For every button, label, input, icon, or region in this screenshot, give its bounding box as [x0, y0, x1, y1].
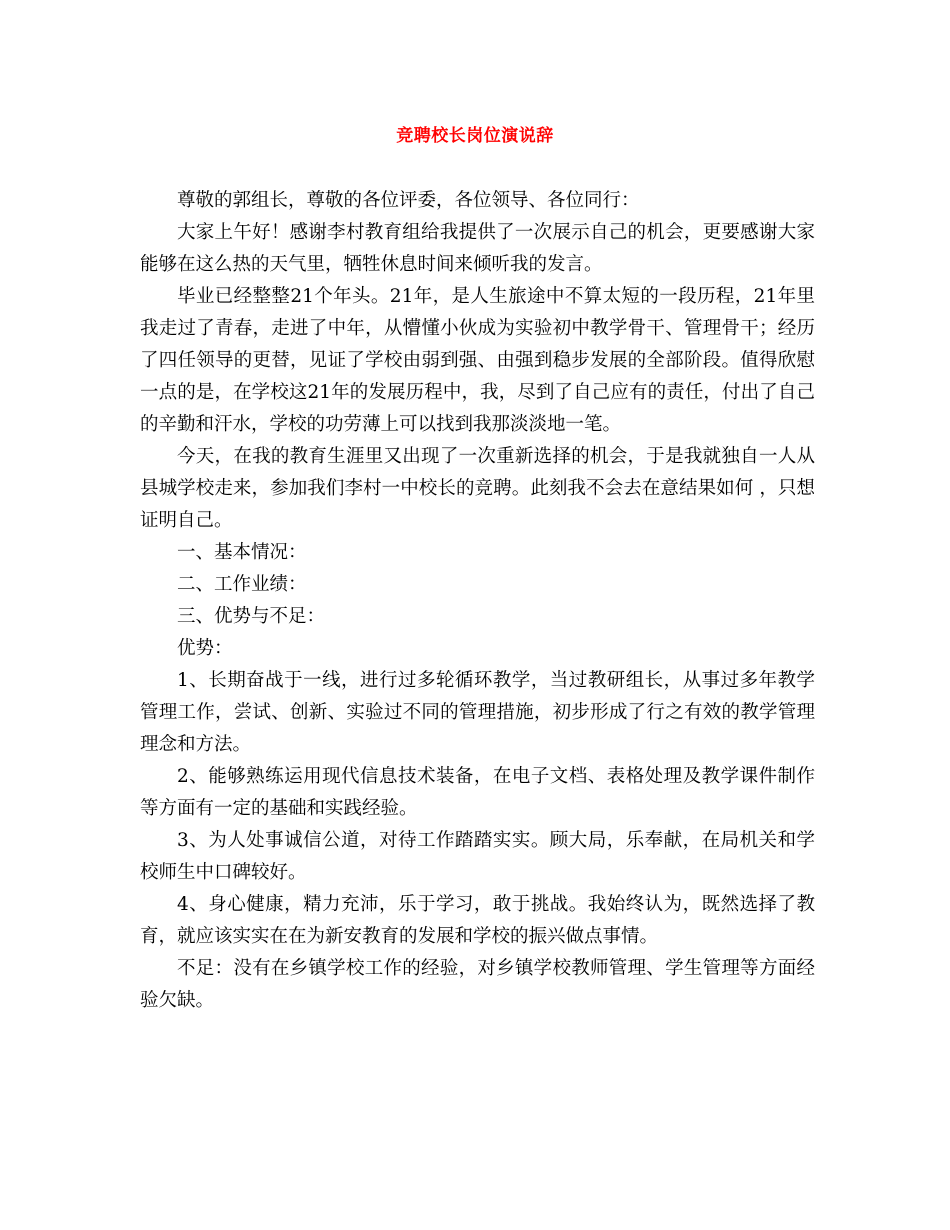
document-title: 竞聘校长岗位演说辞: [396, 126, 554, 146]
heading-achievements: 二、工作业绩：: [177, 574, 307, 595]
strength-item-3: 3、为人处事诚信公道，对待工作踏踏实实。顾大局，乐奉献，在局机关和学校师生中口碑较好。: [140, 830, 815, 883]
paragraph-salutation: 尊敬的郭组长，尊敬的各位评委，各位领导、各位同行：: [177, 190, 640, 211]
strength-item-1: 1、长期奋战于一线，进行过多轮循环教学，当过教研组长，从事过多年教学管理工作，尝试、创新、实验过不同的管理措施，初步形成了行之有效的教学管理理念和方法。: [140, 670, 815, 755]
heading-strengths-weaknesses: 三、优势与不足：: [177, 606, 326, 627]
paragraph-greeting: 大家上午好！感谢李村教育组给我提供了一次展示自己的机会，更要感谢大家能够在这么热的天气里，牺牲休息时间来倾听我的发言。: [140, 222, 815, 275]
strength-item-2: 2、能够熟练运用现代信息技术装备，在电子文档、表格处理及教学课件制作等方面有一定的基础和实践经验。: [140, 766, 815, 819]
document-body: [140, 185, 815, 1017]
heading-basic-info: 一、基本情况：: [177, 542, 307, 563]
heading-strengths: 优势：: [177, 638, 233, 659]
paragraph-career: 毕业已经整整21个年头。21年，是人生旅途中不算太短的一段历程，21年里我走过了青春，走进了中年，从懵懂小伙成为实验初中教学骨干、管理骨干；经历了四任领导的更替，见证了学校由弱到强、由强到稳步发展的全部阶段。值得欣慰一点的是，在学校这21年的发展历程中，我，尽到了自己应有的责任，付出了自己的辛勤和汗水，学校的功劳薄上可以找到我那淡淡地一笔。: [140, 286, 815, 435]
paragraph-today: 今天，在我的教育生涯里又出现了一次重新选择的机会，于是我就独自一人从县城学校走来，参加我们李村一中校长的竞聘。此刻我不会去在意结果如何 ，只想证明自己。: [140, 446, 815, 531]
paragraph-weaknesses: 不足：没有在乡镇学校工作的经验，对乡镇学校教师管理、学生管理等方面经验欠缺。: [140, 958, 815, 1011]
strength-item-4: 4、身心健康，精力充沛，乐于学习，敢于挑战。我始终认为，既然选择了教育，就应该实实在在为新安教育的发展和学校的振兴做点事情。: [140, 894, 815, 947]
